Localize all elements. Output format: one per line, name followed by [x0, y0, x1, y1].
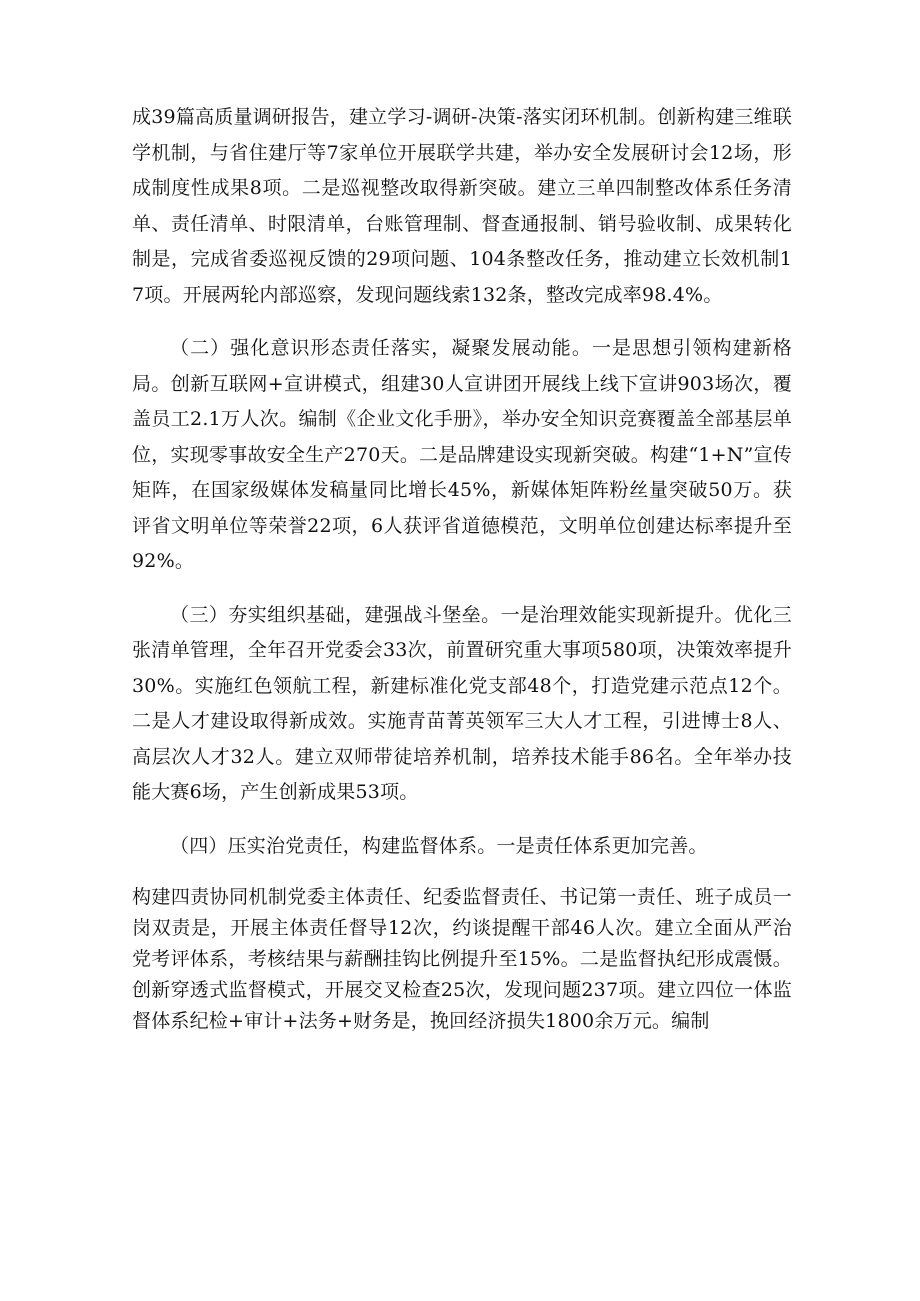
paragraph-supervision-system: 构建四责协同机制党委主体责任、纪委监督责任、书记第一责任、班子成员一岗双责是，开展主体责任督导12次，约谈提醒干部46人次。建立全面从严治党考评体系，考核结果与薪酬挂钩比例提升至15%。二是监督执纪形成震慑。创新穿透式监督模式，开展交叉检查25次，发现问题237项。建立四位一体监督体系纪检+审计+法务+财务是，挽回经济损失1800余万元。编制: [132, 886, 792, 1032]
paragraph-research-inspection: 成39篇高质量调研报告，建立学习-调研-决策-落实闭环机制。创新构建三维联学机制，与省住建厅等7家单位开展联学共建，举办安全发展研讨会12场，形成制度性成果8项。二是巡视整改取得新突破。建立三单四制整改体系任务清单、责任清单、时限清单，台账管理制、督查通报制、销号验收制、成果转化制是，完成省委巡视反馈的29项问题、104条整改任务，推动建立长效机制17项。开展两轮内部巡察，发现问题线索132条，整改完成率98.4%。: [132, 106, 792, 306]
paragraph-party-governance-heading: （四）压实治党责任，构建监督体系。一是责任体系更加完善。: [170, 834, 708, 857]
paragraph-organization-foundation: （三）夯实组织基础，建强战斗堡垒。一是治理效能实现新提升。优化三张清单管理，全年召开党委会33次，前置研究重大事项580项，决策效率提升30%。实施红色领航工程，新建标准化党支部48个，打造党建示范点12个。二是人才建设取得新成效。实施青苗菁英领军三大人才工程，引进博士8人、高层次人才32人。建立双师带徒培养机制，培养技术能手86名。全年举办技能大赛6场，产生创新成果53项。: [132, 603, 792, 803]
paragraph-ideology-responsibility: （二）强化意识形态责任落实，凝聚发展动能。一是思想引领构建新格局。创新互联网+宣讲模式，组建30人宣讲团开展线上线下宣讲903场次，覆盖员工2.1万人次。编制《企业文化手册》，举办安全知识竞赛覆盖全部基层单位，实现零事故安全生产270天。二是品牌建设实现新突破。构建“1+N”宣传矩阵，在国家级媒体发稿量同比增长45%，新媒体矩阵粉丝量突破50万。获评省文明单位等荣誉22项，6人获评省道德模范，文明单位创建达标率提升至92%。: [132, 337, 792, 572]
document-page: [132, 100, 792, 1037]
